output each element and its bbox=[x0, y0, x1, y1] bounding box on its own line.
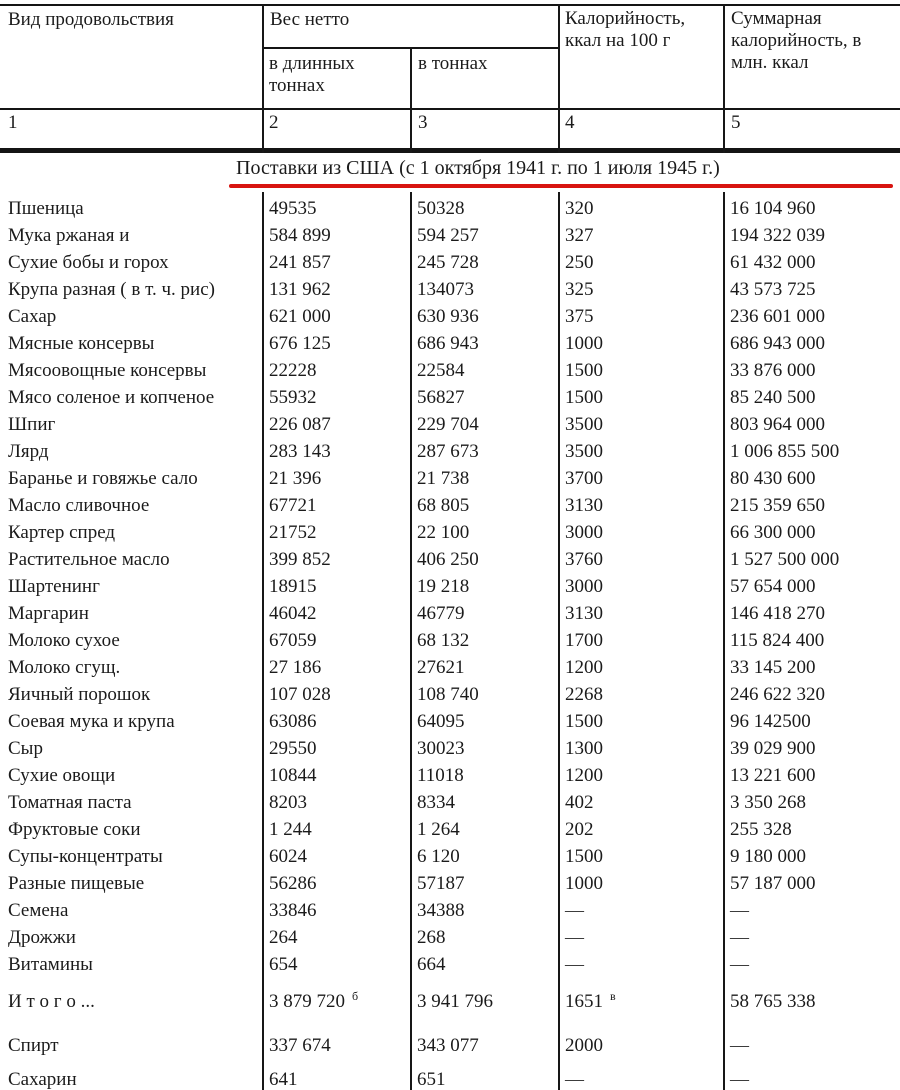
table-row bbox=[0, 330, 900, 357]
cell-total-kcal: 115 824 400 bbox=[730, 630, 825, 651]
cell-food-type: Сахарин bbox=[8, 1069, 77, 1090]
header-long-tons: в длинных тоннах bbox=[269, 53, 355, 96]
cell-tons: 8334 bbox=[417, 792, 455, 813]
cell-total-kcal: 33 145 200 bbox=[730, 657, 816, 678]
cell-kcal: 2268 bbox=[565, 684, 603, 705]
table-row bbox=[0, 897, 900, 924]
cell-food-type: Молоко сгущ. bbox=[8, 657, 121, 678]
cell-food-type: Мясные консервы bbox=[8, 333, 155, 354]
header-net-weight: Вес нетто bbox=[270, 9, 350, 30]
cell-tons: 229 704 bbox=[417, 414, 479, 435]
cell-food-type: Сухие бобы и горох bbox=[8, 252, 169, 273]
table-row bbox=[0, 843, 900, 870]
cell-tons: 34388 bbox=[417, 900, 465, 921]
cell-total-kcal: 194 322 039 bbox=[730, 225, 825, 246]
cell-kcal: 1700 bbox=[565, 630, 603, 651]
cell-long-tons: 8203 bbox=[269, 792, 307, 813]
cell-total-kcal: 96 142500 bbox=[730, 711, 811, 732]
cell-tons: 68 805 bbox=[417, 495, 470, 516]
cell-food-type: Соевая мука и крупа bbox=[8, 711, 175, 732]
cell-long-tons: 399 852 bbox=[269, 549, 331, 570]
cell-total-kcal: 57 654 000 bbox=[730, 576, 816, 597]
cell-food-type: Дрожжи bbox=[8, 927, 76, 948]
table-row bbox=[0, 303, 900, 330]
cell-total-kcal: 246 622 320 bbox=[730, 684, 825, 705]
table-row bbox=[0, 222, 900, 249]
cell-kcal: — bbox=[565, 900, 584, 921]
cell-total-kcal: — bbox=[730, 1069, 749, 1090]
cell-total-kcal: — bbox=[730, 1035, 749, 1056]
table-row bbox=[0, 384, 900, 411]
cell-kcal: 1500 bbox=[565, 387, 603, 408]
cell-tons: 594 257 bbox=[417, 225, 479, 246]
cell-long-tons: 67721 bbox=[269, 495, 317, 516]
cell-tons: 134073 bbox=[417, 279, 474, 300]
cell-tons: 19 218 bbox=[417, 576, 470, 597]
cell-long-tons: 55932 bbox=[269, 387, 317, 408]
cell-long-tons: 654 bbox=[269, 954, 298, 975]
cell-total-kcal: 33 876 000 bbox=[730, 360, 816, 381]
cell-tons: 56827 bbox=[417, 387, 465, 408]
cell-food-type: Растительное масло bbox=[8, 549, 170, 570]
cell-food-type: Сухие овощи bbox=[8, 765, 116, 786]
cell-long-tons: 241 857 bbox=[269, 252, 331, 273]
cell-kcal: 1000 bbox=[565, 873, 603, 894]
header-kcal: Калорийность, ккал на 100 г bbox=[565, 8, 686, 51]
table-row bbox=[0, 573, 900, 600]
cell-kcal: 1300 bbox=[565, 738, 603, 759]
table-row bbox=[0, 600, 900, 627]
header-food-type: Вид продовольствия bbox=[8, 9, 174, 30]
cell-tons: 108 740 bbox=[417, 684, 479, 705]
cell-tons: 30023 bbox=[417, 738, 465, 759]
cell-total-kcal: 803 964 000 bbox=[730, 414, 825, 435]
cell-tons: 64095 bbox=[417, 711, 465, 732]
cell-food-type: Шартенинг bbox=[8, 576, 100, 597]
cell-kcal: — bbox=[565, 954, 584, 975]
cell-total-kcal: — bbox=[730, 900, 749, 921]
cell-long-tons: 10844 bbox=[269, 765, 317, 786]
cell-long-tons: 49535 bbox=[269, 198, 317, 219]
cell-kcal: 3000 bbox=[565, 576, 603, 597]
header-divider-col1-col2 bbox=[262, 4, 264, 153]
cell-tons: 22 100 bbox=[417, 522, 470, 543]
table-row bbox=[0, 870, 900, 897]
cell-tons: 686 943 bbox=[417, 333, 479, 354]
cell-kcal: — bbox=[565, 1069, 584, 1090]
cell-kcal: — bbox=[565, 927, 584, 948]
cell-long-tons: 584 899 bbox=[269, 225, 331, 246]
cell-total-kcal: 61 432 000 bbox=[730, 252, 816, 273]
cell-total-kcal: 3 350 268 bbox=[730, 792, 806, 813]
table-row bbox=[0, 951, 900, 978]
cell-total-kcal: 255 328 bbox=[730, 819, 792, 840]
cell-long-tons: 33846 bbox=[269, 900, 317, 921]
table-row bbox=[0, 411, 900, 438]
table-row bbox=[0, 195, 900, 222]
cell-kcal: 250 bbox=[565, 252, 594, 273]
table-body bbox=[0, 195, 900, 1090]
cell-food-type: Пшеница bbox=[8, 198, 84, 219]
table-row bbox=[0, 988, 900, 1015]
cell-long-tons: 3 879 720 $^б$ bbox=[269, 988, 359, 1012]
cell-food-type: Шпиг bbox=[8, 414, 56, 435]
table-row bbox=[0, 492, 900, 519]
cell-food-type: Спирт bbox=[8, 1035, 59, 1056]
cell-total-kcal: — bbox=[730, 927, 749, 948]
cell-kcal: 3000 bbox=[565, 522, 603, 543]
cell-food-type: И т о г о ... bbox=[8, 991, 95, 1012]
table-row bbox=[0, 276, 900, 303]
table-row bbox=[0, 546, 900, 573]
cell-kcal: 3500 bbox=[565, 414, 603, 435]
cell-long-tons: 67059 bbox=[269, 630, 317, 651]
cell-food-type: Семена bbox=[8, 900, 69, 921]
cell-long-tons: 6024 bbox=[269, 846, 307, 867]
table-row bbox=[0, 465, 900, 492]
cell-total-kcal: 13 221 600 bbox=[730, 765, 816, 786]
cell-kcal: 402 bbox=[565, 792, 594, 813]
cell-long-tons: 21752 bbox=[269, 522, 317, 543]
table-row bbox=[0, 1066, 900, 1090]
cell-long-tons: 22228 bbox=[269, 360, 317, 381]
table-row bbox=[0, 654, 900, 681]
cell-food-type: Мясоовощные консервы bbox=[8, 360, 207, 381]
cell-total-kcal: 1 006 855 500 bbox=[730, 441, 840, 462]
cell-food-type: Лярд bbox=[8, 441, 49, 462]
column-number-2: 2 bbox=[269, 112, 279, 133]
table-row bbox=[0, 762, 900, 789]
cell-long-tons: 621 000 bbox=[269, 306, 331, 327]
cell-tons: 1 264 bbox=[417, 819, 460, 840]
table-row bbox=[0, 708, 900, 735]
table-row bbox=[0, 357, 900, 384]
cell-total-kcal: 686 943 000 bbox=[730, 333, 825, 354]
cell-tons: 664 bbox=[417, 954, 446, 975]
cell-kcal: 3760 bbox=[565, 549, 603, 570]
cell-total-kcal: 43 573 725 bbox=[730, 279, 816, 300]
table-row bbox=[0, 627, 900, 654]
cell-tons: 651 bbox=[417, 1069, 446, 1090]
cell-long-tons: 18915 bbox=[269, 576, 317, 597]
cell-total-kcal: 80 430 600 bbox=[730, 468, 816, 489]
cell-food-type: Маргарин bbox=[8, 603, 89, 624]
cell-tons: 245 728 bbox=[417, 252, 479, 273]
cell-kcal: 1500 bbox=[565, 711, 603, 732]
cell-total-kcal: 146 418 270 bbox=[730, 603, 825, 624]
cell-kcal: 327 bbox=[565, 225, 594, 246]
cell-food-type: Картер спред bbox=[8, 522, 116, 543]
cell-total-kcal: — bbox=[730, 954, 749, 975]
cell-total-kcal: 85 240 500 bbox=[730, 387, 816, 408]
table-row bbox=[0, 681, 900, 708]
cell-kcal: 1500 bbox=[565, 360, 603, 381]
cell-tons: 46779 bbox=[417, 603, 465, 624]
cell-long-tons: 264 bbox=[269, 927, 298, 948]
cell-kcal: 3130 bbox=[565, 495, 603, 516]
table-row bbox=[0, 789, 900, 816]
cell-tons: 11018 bbox=[417, 765, 464, 786]
cell-tons: 22584 bbox=[417, 360, 465, 381]
cell-total-kcal: 39 029 900 bbox=[730, 738, 816, 759]
cell-long-tons: 131 962 bbox=[269, 279, 331, 300]
cell-tons: 68 132 bbox=[417, 630, 470, 651]
column-number-1: 1 bbox=[8, 112, 18, 133]
cell-food-type: Витамины bbox=[8, 954, 93, 975]
header-thick-border bbox=[0, 148, 900, 153]
header-divider-col4-col5 bbox=[723, 4, 725, 153]
number-row-top-border bbox=[0, 108, 900, 110]
cell-tons: 630 936 bbox=[417, 306, 479, 327]
header-divider-col2-col3 bbox=[410, 47, 412, 153]
cell-food-type: Молоко сухое bbox=[8, 630, 120, 651]
cell-food-type: Крупа разная ( в т. ч. рис) bbox=[8, 279, 215, 300]
cell-long-tons: 56286 bbox=[269, 873, 317, 894]
table-row bbox=[0, 519, 900, 546]
table-row bbox=[0, 1032, 900, 1059]
table-row bbox=[0, 249, 900, 276]
cell-kcal: 375 bbox=[565, 306, 594, 327]
table-row bbox=[0, 816, 900, 843]
cell-tons: 343 077 bbox=[417, 1035, 479, 1056]
column-number-5: 5 bbox=[731, 112, 741, 133]
cell-long-tons: 63086 bbox=[269, 711, 317, 732]
cell-total-kcal: 16 104 960 bbox=[730, 198, 816, 219]
cell-food-type: Сахар bbox=[8, 306, 57, 327]
cell-food-type: Сыр bbox=[8, 738, 43, 759]
cell-long-tons: 226 087 bbox=[269, 414, 331, 435]
cell-kcal: 325 bbox=[565, 279, 594, 300]
table-row bbox=[0, 438, 900, 465]
cell-kcal: 3700 bbox=[565, 468, 603, 489]
cell-long-tons: 46042 bbox=[269, 603, 317, 624]
cell-food-type: Томатная паста bbox=[8, 792, 132, 813]
cell-food-type: Баранье и говяжье сало bbox=[8, 468, 198, 489]
column-number-3: 3 bbox=[418, 112, 428, 133]
cell-kcal: 1000 bbox=[565, 333, 603, 354]
cell-tons: 57187 bbox=[417, 873, 465, 894]
cell-food-type: Супы-концентраты bbox=[8, 846, 163, 867]
cell-tons: 287 673 bbox=[417, 441, 479, 462]
cell-long-tons: 641 bbox=[269, 1069, 298, 1090]
cell-food-type: Масло сливочное bbox=[8, 495, 150, 516]
cell-food-type: Мука ржаная и bbox=[8, 225, 130, 246]
section-title: Поставки из США (с 1 октября 1941 г. по 1 июля 1945 г.) bbox=[236, 157, 720, 179]
section-title-red-underline bbox=[229, 184, 893, 188]
header-tons: в тоннах bbox=[418, 53, 488, 74]
cell-kcal: 3500 bbox=[565, 441, 603, 462]
cell-kcal: 1651 $^в$ bbox=[565, 988, 616, 1012]
cell-tons: 21 738 bbox=[417, 468, 470, 489]
cell-tons: 6 120 bbox=[417, 846, 460, 867]
cell-food-type: Яичный порошок bbox=[8, 684, 151, 705]
cell-long-tons: 21 396 bbox=[269, 468, 322, 489]
cell-kcal: 320 bbox=[565, 198, 594, 219]
table-row bbox=[0, 924, 900, 951]
cell-total-kcal: 9 180 000 bbox=[730, 846, 806, 867]
cell-long-tons: 107 028 bbox=[269, 684, 331, 705]
cell-total-kcal: 66 300 000 bbox=[730, 522, 816, 543]
header-divider-col3-col4 bbox=[558, 4, 560, 153]
cell-food-type: Мясо соленое и копченое bbox=[8, 387, 215, 408]
cell-total-kcal: 236 601 000 bbox=[730, 306, 825, 327]
cell-kcal: 3130 bbox=[565, 603, 603, 624]
cell-long-tons: 1 244 bbox=[269, 819, 312, 840]
cell-tons: 50328 bbox=[417, 198, 465, 219]
cell-kcal: 1200 bbox=[565, 657, 603, 678]
cell-total-kcal: 1 527 500 000 bbox=[730, 549, 840, 570]
cell-total-kcal: 58 765 338 bbox=[730, 991, 816, 1012]
cell-tons: 406 250 bbox=[417, 549, 479, 570]
cell-kcal: 1200 bbox=[565, 765, 603, 786]
column-number-4: 4 bbox=[565, 112, 575, 133]
cell-long-tons: 29550 bbox=[269, 738, 317, 759]
cell-long-tons: 283 143 bbox=[269, 441, 331, 462]
header-total-kcal: Суммарная калорийность, в млн. ккал bbox=[731, 8, 862, 73]
cell-long-tons: 676 125 bbox=[269, 333, 331, 354]
table-top-border bbox=[0, 4, 900, 6]
cell-tons: 268 bbox=[417, 927, 446, 948]
cell-long-tons: 337 674 bbox=[269, 1035, 331, 1056]
cell-kcal: 1500 bbox=[565, 846, 603, 867]
cell-food-type: Разные пищевые bbox=[8, 873, 145, 894]
table-row bbox=[0, 735, 900, 762]
cell-kcal: 2000 bbox=[565, 1035, 603, 1056]
cell-tons: 27621 bbox=[417, 657, 465, 678]
cell-total-kcal: 57 187 000 bbox=[730, 873, 816, 894]
cell-food-type: Фруктовые соки bbox=[8, 819, 141, 840]
cell-kcal: 202 bbox=[565, 819, 594, 840]
cell-total-kcal: 215 359 650 bbox=[730, 495, 825, 516]
cell-long-tons: 27 186 bbox=[269, 657, 322, 678]
cell-tons: 3 941 796 bbox=[417, 991, 493, 1012]
